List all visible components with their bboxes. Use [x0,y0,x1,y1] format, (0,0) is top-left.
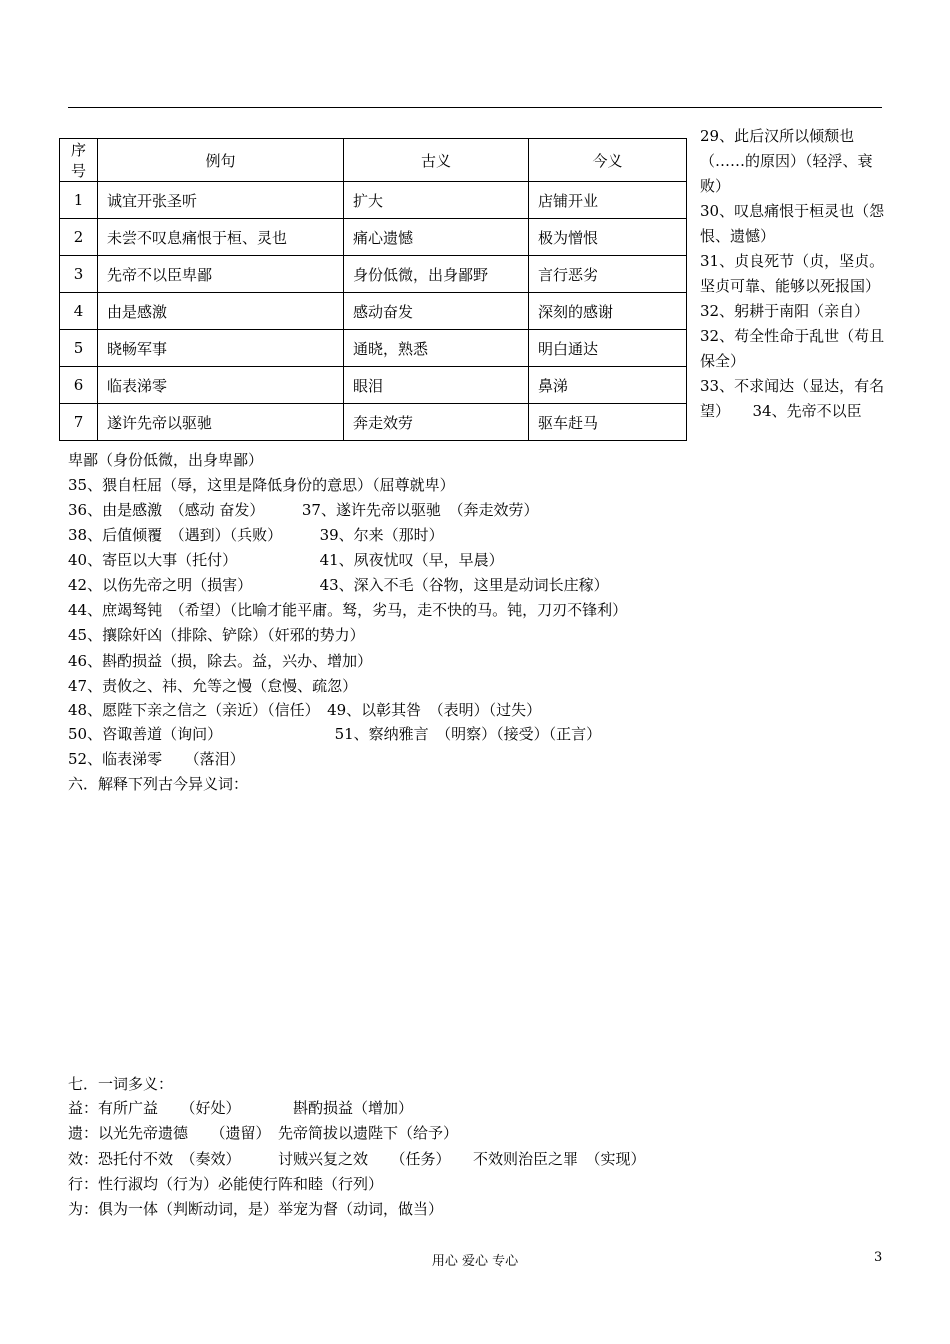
table-row [60,293,687,330]
table-header-row [60,139,687,182]
side-item: 29、此后汉所以倾颓也（……的原因）（轻浮、衰败） [700,127,873,195]
text-line: 35、猥自枉屈（辱，这里是降低身份的意思）（屈尊就卑） [68,476,455,494]
text-line: 52、临表涕零 （落泪） [68,750,245,768]
table-row [60,367,687,404]
side-item: 32、躬耕于南阳（亲自） [700,302,870,320]
text-line: 48、愿陛下亲之信之（亲近）（信任） 49、以彰其咎 （表明）（过失） [68,701,542,719]
table-cell: 由是感激 [98,293,344,330]
table-row [60,219,687,256]
section-six-heading: 六．解释下列古今异义词： [68,775,249,793]
table-cell: 5 [60,330,98,367]
text-line: 47、责攸之、祎、允等之慢（怠慢、疏忽） [68,677,358,695]
table-cell: 3 [60,256,98,293]
text-line: 40、寄臣以大事（托付） 41、夙夜忧叹（早，早晨） [68,551,504,569]
text-line: 卑鄙（身份低微，出身卑鄙） [68,451,264,469]
table-row [60,404,687,441]
table-row [60,182,687,219]
header-example: 例句 [98,139,344,182]
table-cell: 驱车赶马 [529,404,687,441]
table-cell: 晓畅军事 [98,330,344,367]
table-cell: 奔走效劳 [344,404,529,441]
table-cell: 6 [60,367,98,404]
polysemy-line: 效：恐托付不效 （奏效） 讨贼兴复之效 （任务） 不效则治臣之罪 （实现） [68,1150,646,1168]
ancient-modern-meaning-table [59,138,687,441]
table-cell: 临表涕零 [98,367,344,404]
section-seven-heading: 七．一词多义： [68,1075,174,1093]
text-line: 38、后值倾覆 （遇到）（兵败） 39、尔来（那时） [68,526,444,544]
text-line: 44、庶竭驽钝 （希望）（比喻才能平庸。驽，劣马，走不快的马。钝，刀刃不锋利） [68,601,628,619]
table-cell: 眼泪 [344,367,529,404]
header-modern: 今义 [529,139,687,182]
table-cell: 7 [60,404,98,441]
text-line: 50、咨诹善道（询问） 51、察纳雅言 （明察）（接受）（正言） [68,725,602,743]
header-ancient: 古义 [344,139,529,182]
table-cell: 痛心遗憾 [344,219,529,256]
text-line: 36、由是感激 （感动 奋发） 37、遂许先帝以驱驰 （奔走效劳） [68,501,539,519]
text-line: 45、攘除奸凶（排除、铲除）（奸邪的势力） [68,626,365,644]
table-row [60,256,687,293]
table-cell: 极为憎恨 [529,219,687,256]
table-cell: 1 [60,182,98,219]
header-rule [68,107,882,108]
polysemy-line: 益：有所广益 （好处） 斟酌损益（增加） [68,1099,414,1117]
table-cell: 身份低微，出身鄙野 [344,256,529,293]
table-cell: 鼻涕 [529,367,687,404]
page-footer: 用心 爱心 专心 [431,1254,519,1269]
side-item: 31、贞良死节（贞，坚贞。坚贞可靠、能够以死报国） [700,252,885,295]
table-cell: 诚宜开张圣听 [98,182,344,219]
polysemy-line: 为：俱为一体（判断动词，是）举宠为督（动词，做当） [68,1200,444,1218]
table-cell: 言行恶劣 [529,256,687,293]
table-cell: 深刻的感谢 [529,293,687,330]
table-cell: 遂许先帝以驱驰 [98,404,344,441]
polysemy-line: 遗：以光先帝遗德 （遗留） 先帝简拔以遗陛下（给予） [68,1124,459,1142]
table-cell: 4 [60,293,98,330]
table-cell: 通晓，熟悉 [344,330,529,367]
table-cell: 感动奋发 [344,293,529,330]
table-cell: 未尝不叹息痛恨于桓、灵也 [98,219,344,256]
table-row [60,330,687,367]
table-cell: 扩大 [344,182,529,219]
polysemy-line: 行：性行淑均（行为）必能使行阵和睦（行列） [68,1175,384,1193]
side-item: 30、叹息痛恨于桓灵也（怨恨、遗憾） [700,202,885,245]
side-column [700,124,886,424]
text-line: 46、斟酌损益（损，除去。益，兴办、增加） [68,652,373,670]
page-number: 3 [874,1250,883,1265]
side-item: 33、不求闻达（显达，有名望） 34、先帝不以臣 [700,377,885,420]
side-item: 32、苟全性命于乱世（苟且保全） [700,327,885,370]
text-line: 42、以伤先帝之明（损害） 43、深入不毛（谷物，这里是动词长庄稼） [68,576,609,594]
header-index: 序号 [60,139,98,182]
table-cell: 2 [60,219,98,256]
table-cell: 店铺开业 [529,182,687,219]
table-cell: 明白通达 [529,330,687,367]
table-cell: 先帝不以臣卑鄙 [98,256,344,293]
